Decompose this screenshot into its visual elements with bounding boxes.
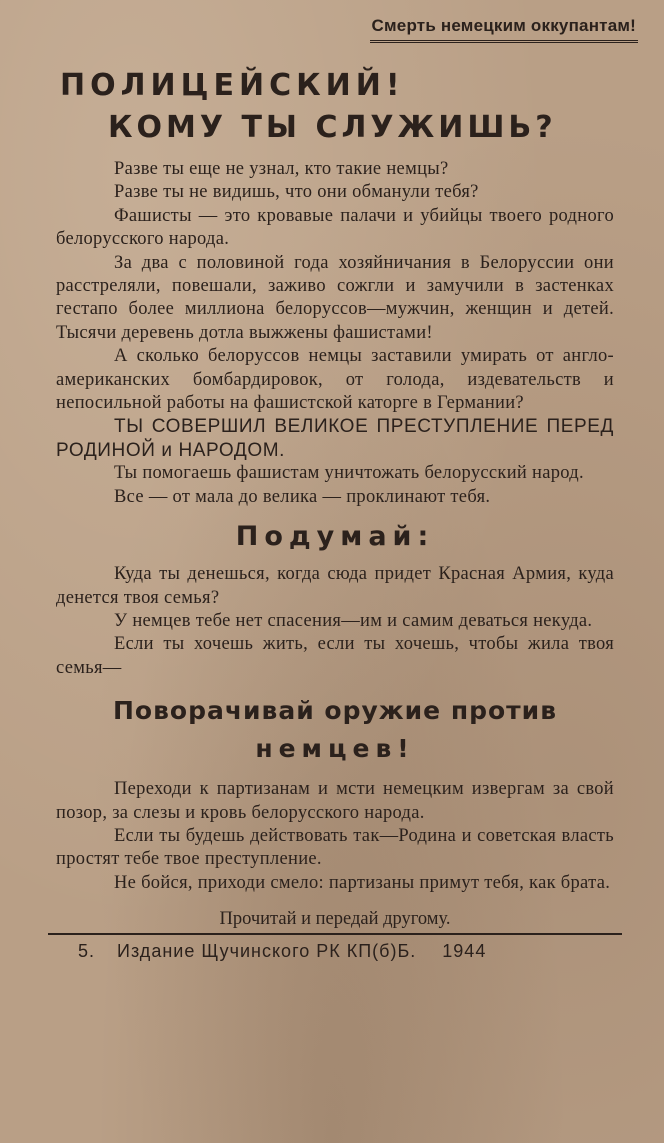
paragraph: У немцев тебе нет спасения—им и самим деваться некуда.: [114, 610, 593, 631]
heading-think: Подумай:: [235, 521, 435, 553]
paragraph: Куда ты денешься, когда сюда придет Красная Армия, куда денется твоя семья?: [56, 564, 614, 608]
paragraph: Разве ты еще не узнал, кто такие немцы?: [114, 159, 449, 179]
leaflet-number: 5.: [78, 941, 96, 962]
heading-against-germans: немцев!: [255, 734, 415, 764]
paragraph: Все — от мала до велика — проклинают тебя.: [114, 486, 491, 507]
title-line-2: КОМУ ТЫ СЛУЖИШЬ?: [108, 110, 557, 145]
crime-statement: ТЫ СОВЕРШИЛ ВЕЛИКОЕ ПРЕСТУПЛЕНИЕ ПЕРЕД РОДИНОЙ и НАРОДОМ.: [56, 416, 614, 461]
paragraph: Если ты хочешь жить, если ты хочешь, чтобы жила твоя семья—: [56, 634, 614, 678]
year: 1944: [442, 941, 487, 962]
paragraph: За два с половиной года хозяйничания в Белоруссии они расстреляли, повешали, заживо сожгли и замучили в застенках гестапо более миллиона белоруссов—мужчин, женщин и детей. Тысячи деревень дотла выжжены фашистами!: [56, 252, 614, 343]
title-line-1: ПОЛИЦЕЙСКИЙ!: [60, 68, 405, 103]
paragraph: Если ты будешь действовать так—Родина и советская власть простят тебе твое преступление.: [56, 825, 614, 870]
paragraph: Ты помогаешь фашистам уничтожать белорусский народ.: [114, 463, 584, 484]
imprint-line: [78, 941, 614, 962]
publisher: Издание Щучинского РК КП(б)Б.: [117, 941, 417, 962]
read-and-pass: Прочитай и передай другому.: [219, 909, 451, 930]
paragraph: А сколько белоруссов немцы заставили умирать от англо-американских бомбардировок, от голода, издевательств и непосильной работы на фашистской каторге в Германии?: [56, 346, 614, 414]
footer-divider: [48, 933, 622, 935]
paragraph: Не бойся, приходи смело: партизаны примут тебя, как брата.: [114, 872, 611, 893]
heading-turn-weapons: Поворачивай оружие против: [112, 696, 558, 726]
paragraph: Переходи к партизанам и мсти немецким извергам за свой позор, за слезы и кровь белорусского народа.: [56, 779, 614, 823]
paragraph: Разве ты не видишь, что они обманули тебя?: [114, 182, 479, 203]
paragraph: Фашисты — это кровавые палачи и убийцы твоего родного белорусского народа.: [56, 205, 614, 250]
slogan: Смерть немецким оккупантам!: [370, 10, 638, 43]
slogan-area: [56, 10, 638, 44]
